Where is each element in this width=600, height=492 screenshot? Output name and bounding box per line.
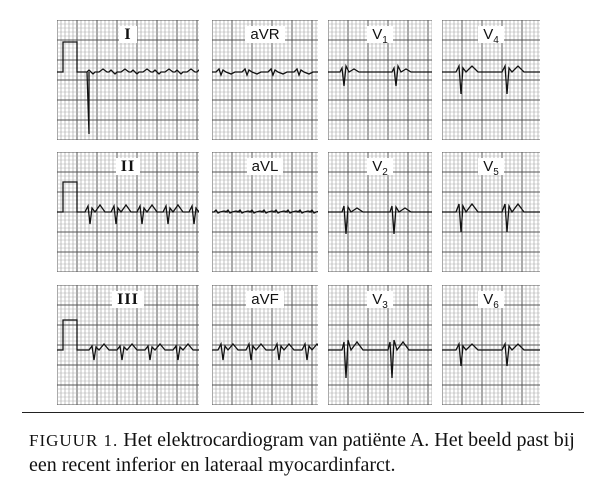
lead-label-text: I — [119, 26, 136, 43]
lead-label-subscript: 1 — [382, 35, 388, 46]
ecg-trace-II — [57, 182, 199, 224]
lead-label-subscript: 6 — [493, 300, 499, 311]
ecg-grid-aVF — [212, 285, 318, 405]
lead-label-text: $V_1$ — [367, 26, 393, 43]
ecg-grid-I — [57, 20, 199, 140]
lead-label-subscript: 4 — [493, 35, 499, 46]
ecg-lead-aVR — [212, 20, 318, 140]
lead-label-subscript: 5 — [493, 167, 499, 178]
ecg-grid-aVR — [212, 20, 318, 140]
ecg-lead-V6 — [442, 285, 540, 405]
lead-label-text: aVR — [245, 26, 284, 43]
ecg-lead-V2 — [328, 152, 432, 272]
ecg-lead-aVL — [212, 152, 318, 272]
lead-label-text: III — [112, 291, 144, 308]
ecg-lead-aVF — [212, 285, 318, 405]
ecg-grid-V5 — [442, 152, 540, 272]
lead-label-text: $V_2$ — [367, 158, 393, 175]
ecg-lead-V3 — [328, 285, 432, 405]
lead-label-text: II — [116, 158, 140, 175]
ecg-trace-V6 — [442, 344, 540, 366]
lead-label-text: aVF — [246, 291, 284, 308]
lead-label-subscript: 2 — [382, 167, 388, 178]
figure-caption — [29, 428, 589, 477]
ecg-lead-V5 — [442, 152, 540, 272]
ecg-lead-II — [57, 152, 199, 272]
caption-text: Het elektrocardiogram van patiënte A. Het beeld past bij een recent inferior en lateraal myocardinfarct. — [29, 429, 575, 476]
ecg-trace-III — [57, 320, 199, 360]
ecg-lead-I — [57, 20, 199, 140]
caption-rule — [22, 412, 584, 413]
lead-label-text: $V_6$ — [478, 291, 504, 308]
ecg-lead-III — [57, 285, 199, 405]
ecg-grid-aVL — [212, 152, 318, 272]
ecg-grid-V6 — [442, 285, 540, 405]
ecg-grid-V3 — [328, 285, 432, 405]
lead-label-text: aVL — [247, 158, 284, 175]
ecg-grid-V1 — [328, 20, 432, 140]
lead-label-subscript: 3 — [382, 300, 388, 311]
ecg-lead-V1 — [328, 20, 432, 140]
lead-label-text: $V_3$ — [367, 291, 393, 308]
ecg-grid-V2 — [328, 152, 432, 272]
ecg-grid-III — [57, 285, 199, 405]
ecg-grid-V4 — [442, 20, 540, 140]
lead-label-text: $V_5$ — [478, 158, 504, 175]
figure-label: FIGUUR 1. — [29, 431, 119, 450]
ecg-lead-V4 — [442, 20, 540, 140]
ecg-grid-II — [57, 152, 199, 272]
lead-label-text: $V_4$ — [478, 26, 504, 43]
